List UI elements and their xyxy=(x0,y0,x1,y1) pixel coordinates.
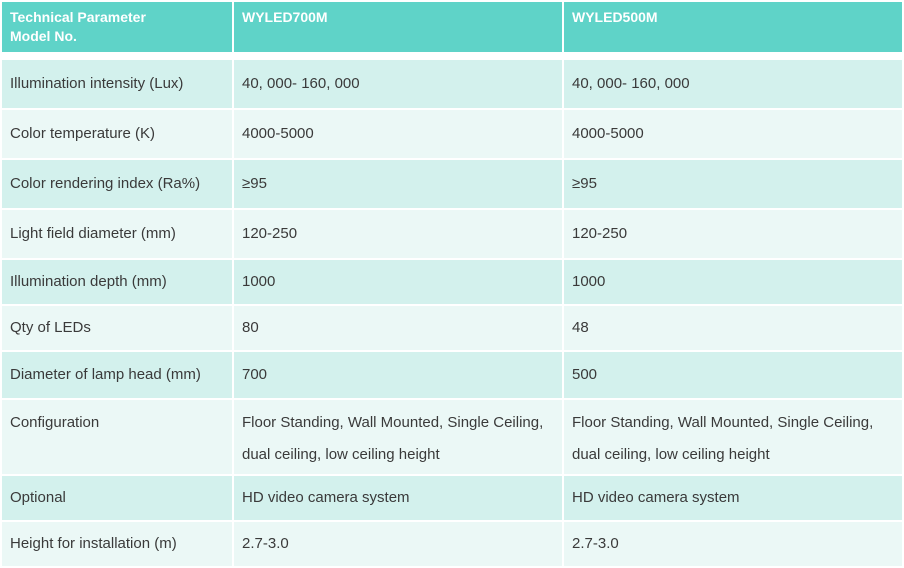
row-value-b: ≥95 xyxy=(564,160,902,208)
row-param: Configuration xyxy=(2,400,232,474)
row-value-b: 500 xyxy=(564,352,902,398)
table-row xyxy=(2,110,902,158)
row-value-b: Floor Standing, Wall Mounted, Single Ceiling, dual ceiling, low ceiling height xyxy=(564,400,902,474)
row-param: Diameter of lamp head (mm) xyxy=(2,352,232,398)
row-param: Color rendering index (Ra%) xyxy=(2,160,232,208)
row-value-a: 4000-5000 xyxy=(234,110,562,158)
table-row xyxy=(2,400,902,474)
header-row xyxy=(2,2,902,52)
header-parameter-label: Technical Parameter xyxy=(10,9,146,25)
row-value-a: 700 xyxy=(234,352,562,398)
row-value-a: 80 xyxy=(234,306,562,350)
table-row xyxy=(2,352,902,398)
header-model-a: WYLED700M xyxy=(234,2,562,52)
header-parameter-cell xyxy=(2,2,232,52)
row-value-a: HD video camera system xyxy=(234,476,562,520)
row-param: Color temperature (K) xyxy=(2,110,232,158)
table-row xyxy=(2,476,902,520)
table-row xyxy=(2,210,902,258)
row-value-a: 40, 000- 160, 000 xyxy=(234,60,562,108)
table-row xyxy=(2,260,902,304)
header-model-b: WYLED500M xyxy=(564,2,902,52)
row-param: Illumination depth (mm) xyxy=(2,260,232,304)
table-row xyxy=(2,60,902,108)
row-param: Qty of LEDs xyxy=(2,306,232,350)
row-value-a: 120-250 xyxy=(234,210,562,258)
header-model-label: Model No. xyxy=(10,28,77,44)
row-param: Optional xyxy=(2,476,232,520)
row-value-a: 2.7-3.0 xyxy=(234,522,562,566)
row-param: Light field diameter (mm) xyxy=(2,210,232,258)
table-row xyxy=(2,160,902,208)
row-value-b: 1000 xyxy=(564,260,902,304)
row-value-a: Floor Standing, Wall Mounted, Single Ceiling, dual ceiling, low ceiling height xyxy=(234,400,562,474)
row-value-b: 2.7-3.0 xyxy=(564,522,902,566)
row-param: Illumination intensity (Lux) xyxy=(2,60,232,108)
row-value-a: ≥95 xyxy=(234,160,562,208)
row-param: Height for installation (m) xyxy=(2,522,232,566)
row-value-b: 48 xyxy=(564,306,902,350)
row-value-a: 1000 xyxy=(234,260,562,304)
row-value-b: 40, 000- 160, 000 xyxy=(564,60,902,108)
row-value-b: 4000-5000 xyxy=(564,110,902,158)
table-row xyxy=(2,522,902,566)
row-value-b: 120-250 xyxy=(564,210,902,258)
row-value-b: HD video camera system xyxy=(564,476,902,520)
table-row xyxy=(2,306,902,350)
